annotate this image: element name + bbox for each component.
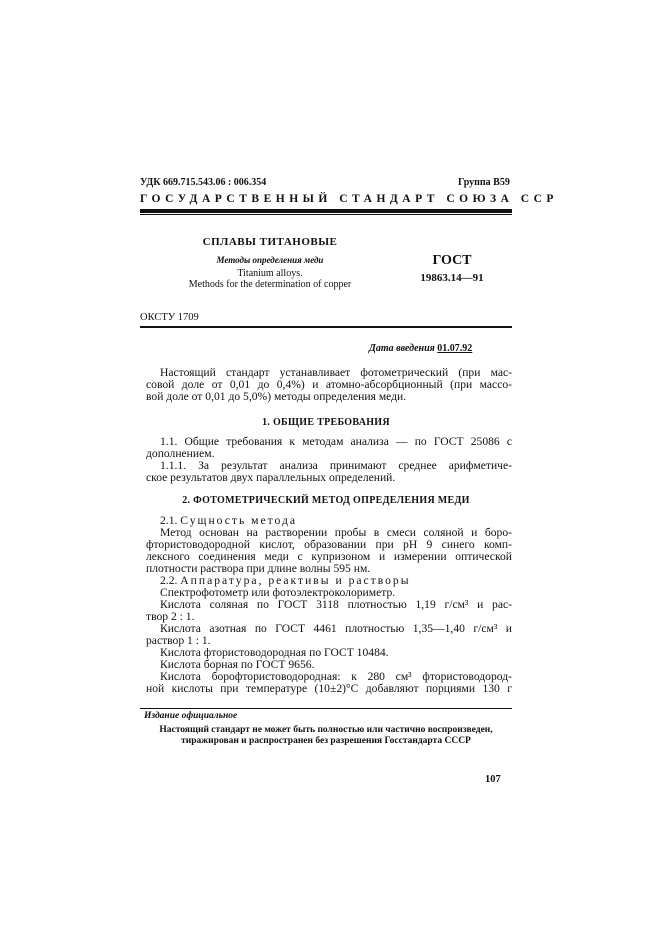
reagent-item-cont: твор 2 : 1. bbox=[146, 610, 195, 623]
section1-line: 1.1. Общие требования к методам анализа — по ГОСТ 25086 с bbox=[160, 435, 512, 448]
copyright-notice bbox=[140, 725, 512, 747]
section2-line: плотности раствора при длине волны 595 нм. bbox=[146, 562, 371, 575]
section1-heading: 1. ОБЩИЕ ТРЕБОВАНИЯ bbox=[262, 417, 390, 428]
subsection-title: Сущность метода bbox=[180, 514, 298, 527]
reagent-item: Кислота азотная по ГОСТ 4461 плотностью 1,35—1,40 г/см³ и bbox=[160, 622, 512, 635]
reagent-item-cont: раствор 1 : 1. bbox=[146, 634, 211, 647]
official-edition-label: Издание официальное bbox=[144, 711, 238, 721]
gost-label: ГОСТ bbox=[432, 253, 472, 268]
title-ru: СПЛАВЫ ТИТАНОВЫЕ bbox=[202, 236, 338, 248]
header-rule-thin bbox=[140, 214, 512, 215]
title-en-line1: Titanium alloys. bbox=[237, 268, 303, 279]
section2-body bbox=[146, 515, 512, 695]
intro-paragraph bbox=[146, 367, 512, 403]
section2-line: фтористоводородной кислот, образовании при pH 9 синего комп- bbox=[146, 538, 512, 551]
section2-line: лексного соединения меди с купризоном и измерении оптической bbox=[146, 550, 512, 563]
subtitle-ru: Методы определения меди bbox=[216, 255, 324, 265]
section1-body bbox=[146, 436, 512, 484]
reagent-item: Кислота фтористоводородная по ГОСТ 10484. bbox=[160, 646, 389, 659]
reagent-item: Кислота борофтористоводородная: к 280 см³ фтористоводород- bbox=[160, 670, 512, 683]
copyright-notice-line: тиражирован и распространен без разрешения Госстандарта СССР bbox=[181, 736, 471, 746]
intro-date-value: 01.07.92 bbox=[437, 343, 473, 354]
section2-line: Метод основан на растворении пробы в смеси соляной и боро- bbox=[160, 526, 512, 539]
reagent-item: Кислота борная по ГОСТ 9656. bbox=[160, 658, 315, 671]
section1-line: 1.1.1. За результат анализа принимают среднее арифметиче- bbox=[160, 459, 512, 472]
reagent-item-cont: ной кислоты при температуре (10±2)°С добавляют порциями 130 г bbox=[146, 682, 512, 695]
section2-heading: 2. ФОТОМЕТРИЧЕСКИЙ МЕТОД ОПРЕДЕЛЕНИЯ МЕДИ bbox=[182, 495, 470, 506]
title-en-line2: Methods for the determination of copper bbox=[188, 279, 352, 290]
header-rule-thick bbox=[140, 209, 512, 213]
intro-line: Настоящий стандарт устанавливает фотометрический (при мас- bbox=[160, 366, 512, 379]
footer-rule bbox=[140, 708, 512, 709]
group-code: Группа В59 bbox=[458, 177, 510, 188]
state-standard-banner: ГОСУДАРСТВЕННЫЙ СТАНДАРТ СОЮЗА ССР bbox=[140, 193, 558, 205]
intro-date bbox=[369, 343, 472, 354]
udc-code: УДК 669.715.543.06 : 006.354 bbox=[140, 177, 267, 188]
section1-line: ское результатов двух параллельных определений. bbox=[146, 471, 396, 484]
intro-date-label: Дата введения bbox=[369, 343, 435, 354]
gost-number: 19863.14—91 bbox=[420, 272, 484, 284]
okstu-code: ОКСТУ 1709 bbox=[140, 312, 199, 323]
subsection-number: 2.2. bbox=[160, 574, 178, 587]
copyright-notice-line: Настоящий стандарт не может быть полностью или частично воспроизведен, bbox=[159, 725, 493, 735]
section-rule bbox=[140, 326, 512, 328]
intro-line: совой доле от 0,01 до 0,4%) и атомно-абсорбционный (при массо- bbox=[146, 378, 512, 391]
section1-line: дополнением. bbox=[146, 447, 215, 460]
intro-line: вой доле от 0,01 до 5,0%) методы определения меди. bbox=[146, 390, 407, 403]
reagent-item: Кислота соляная по ГОСТ 3118 плотностью 1,19 г/см³ и рас- bbox=[160, 598, 512, 611]
page-number: 107 bbox=[485, 774, 501, 785]
reagent-item: Спектрофотометр или фотоэлектроколориметр. bbox=[160, 586, 396, 599]
subsection-title: Аппаратура, реактивы и растворы bbox=[180, 574, 411, 587]
subsection-number: 2.1. bbox=[160, 514, 178, 527]
